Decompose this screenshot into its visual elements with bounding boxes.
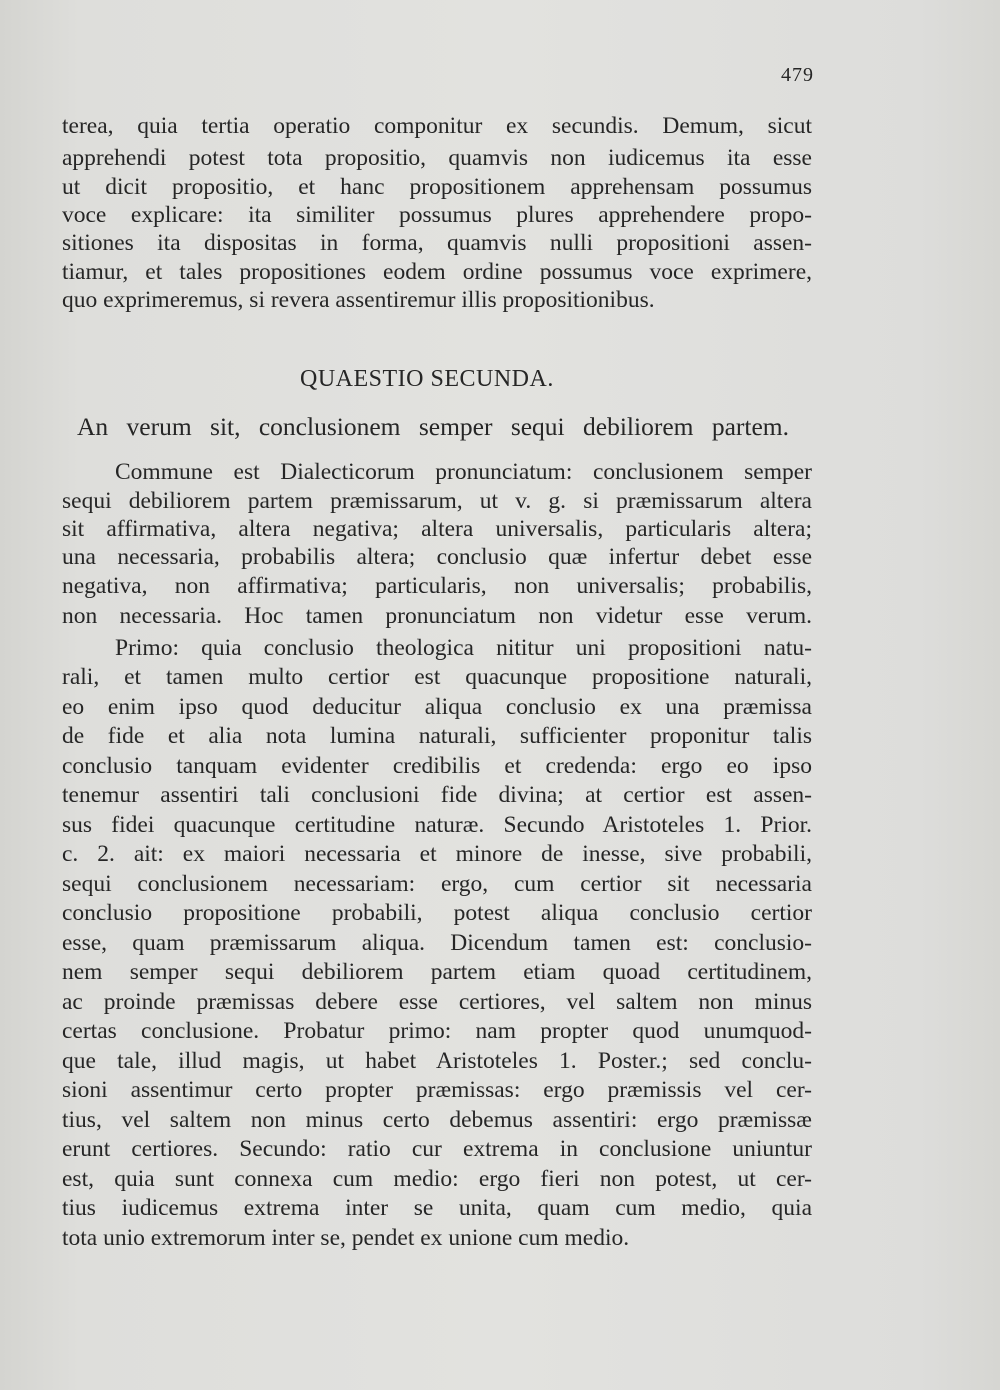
page-number: 479 (781, 64, 814, 86)
text-line: sit affirmativa, altera negativa; altera universalis, particularis altera; (62, 516, 812, 542)
text-line: de fide et alia nota lumina naturali, sufficienter proponitur talis (62, 723, 812, 749)
text-line: esse, quam præmissarum aliqua. Dicendum tamen est: conclusio- (62, 930, 812, 956)
text-line: erunt certiores. Secundo: ratio cur extrema in conclusione uniuntur (62, 1136, 812, 1162)
text-line: sioni assentimur certo propter præmissas: ergo præmissis vel cer- (62, 1077, 812, 1103)
text-line: conclusio propositione probabili, potest aliqua conclusio certior (62, 900, 812, 926)
text-line: est, quia sunt connexa cum medio: ergo fieri non potest, ut cer- (62, 1166, 812, 1192)
text-line: Primo: quia conclusio theologica nititur uni propositioni natu- (115, 635, 812, 661)
text-line: sitiones ita dispositas in forma, quamvis nulli propositioni assen- (62, 230, 812, 256)
text-line: que tale, illud magis, ut habet Aristoteles 1. Poster.; sed conclu- (62, 1048, 812, 1074)
text-line: apprehendi potest tota propositio, quamvis non iudicemus ita esse (62, 145, 812, 171)
text-line: voce explicare: ita similiter possumus plures apprehendere propo- (62, 202, 812, 228)
text-line: tius iudicemus extrema inter se unita, quam cum medio, quia (62, 1195, 812, 1221)
text-line: ut dicit propositio, et hanc propositionem apprehensam possumus (62, 174, 812, 200)
text-line: non necessaria. Hoc tamen pronunciatum non videtur esse verum. (62, 603, 812, 629)
section-title: QUAESTIO SECUNDA. (300, 366, 554, 392)
text-line: certas conclusione. Probatur primo: nam propter quod unumquod- (62, 1018, 812, 1044)
text-line: tota unio extremorum inter se, pendet ex unione cum medio. (62, 1225, 630, 1251)
text-line: c. 2. ait: ex maiori necessaria et minore de inesse, sive probabili, (62, 841, 812, 867)
text-line: quo exprimeremus, si revera assentiremur illis propositionibus. (62, 287, 655, 313)
text-line: tiamur, et tales propositiones eodem ordine possumus voce exprimere, (62, 259, 812, 285)
question-heading: An verum sit, conclusionem semper sequi debiliorem partem. (77, 412, 789, 441)
text-line: conclusio tanquam evidenter credibilis et credenda: ergo eo ipso (62, 753, 812, 779)
text-line: sus fidei quacunque certitudine naturæ. Secundo Aristoteles 1. Prior. (62, 812, 812, 838)
text-line: una necessaria, probabilis altera; conclusio quæ infertur debet esse (62, 544, 812, 570)
text-line: eo enim ipso quod deducitur aliqua conclusio ex una præmissa (62, 694, 812, 720)
text-line: sequi debiliorem partem præmissarum, ut v. g. si præmissarum altera (62, 488, 812, 514)
text-line: rali, et tamen multo certior est quacunque propositione naturali, (62, 664, 812, 690)
text-line: sequi conclusionem necessariam: ergo, cum certior sit necessaria (62, 871, 812, 897)
text-line: ac proinde præmissas debere esse certiores, vel saltem non minus (62, 989, 812, 1015)
text-line: terea, quia tertia operatio componitur ex secundis. Demum, sicut (62, 113, 812, 139)
text-line: Commune est Dialecticorum pronunciatum: conclusionem semper (115, 459, 812, 485)
text-line: tenemur assentiri tali conclusioni fide divina; at certior est assen- (62, 782, 812, 808)
text-line: nem semper sequi debiliorem partem etiam quoad certitudinem, (62, 959, 812, 985)
text-line: negativa, non affirmativa; particularis, non universalis; probabilis, (62, 573, 812, 599)
text-line: tius, vel saltem non minus certo debemus assentiri: ergo præmissæ (62, 1107, 812, 1133)
